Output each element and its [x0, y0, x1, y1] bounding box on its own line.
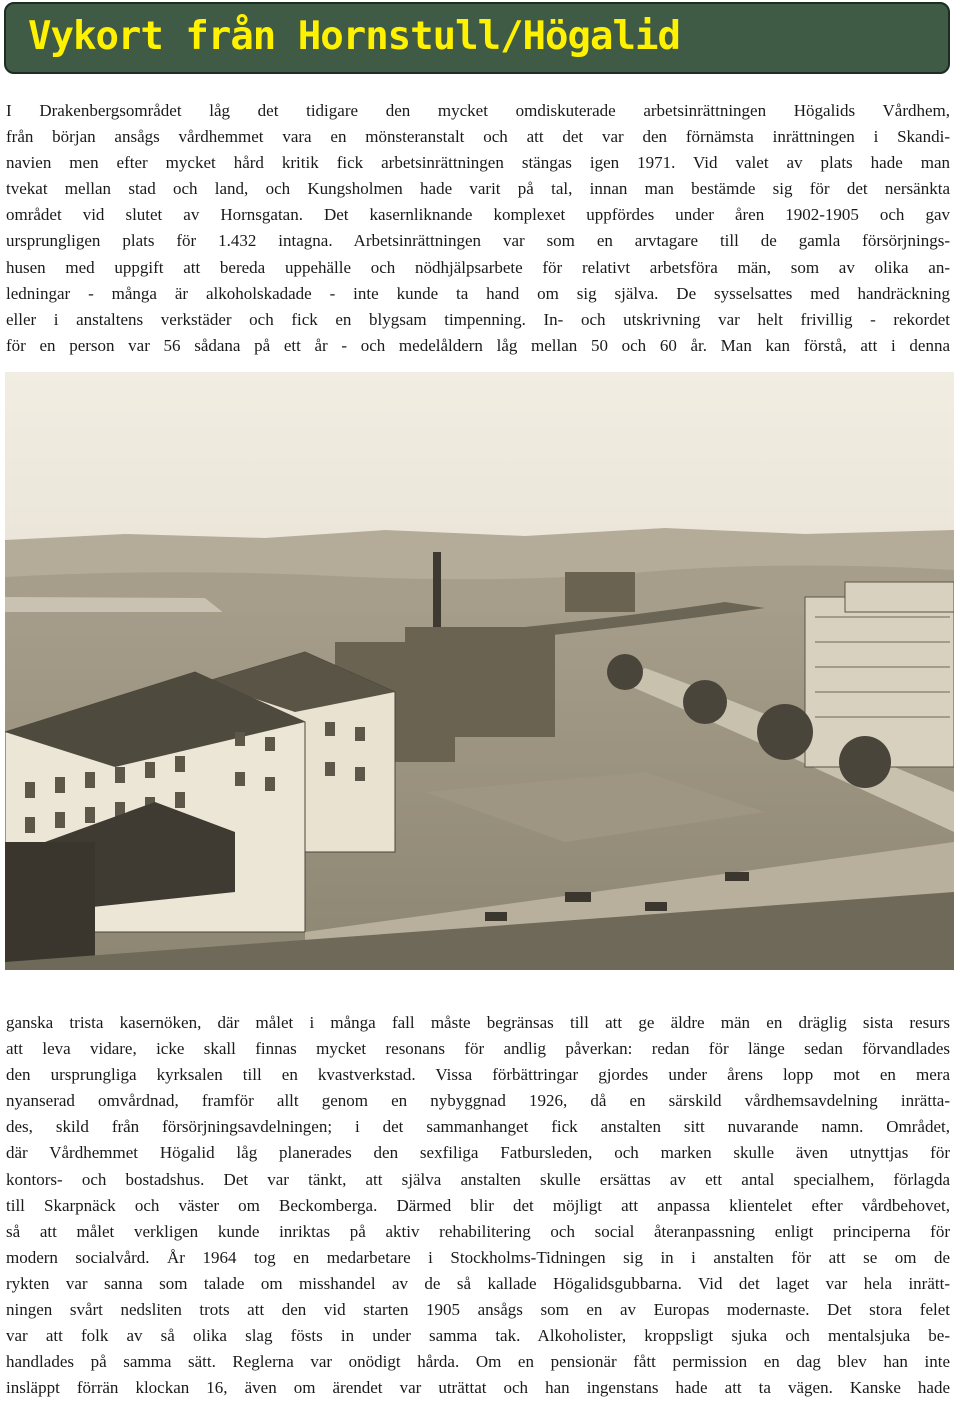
text-line: ursprungligen plats för 1.432 intagna. Arbetsinrättningen var som en arvtagare till de gamla försörjnings-: [6, 231, 950, 251]
text-line: ganska trista kasernöken, där målet i många fall måste begränsas till att ge äldre män en dräglig sista resurs: [6, 1013, 950, 1032]
text-line: från början ansågs vårdhemmet vara en mönsteranstalt och att det var den förnämsta inrättningen i Skandi-: [6, 127, 950, 147]
text-line: att leva vidare, icke skall finnas mycket resonans för andlig påverkan: redan för länge sedan förvandlades: [6, 1039, 950, 1059]
text-line: husen med uppgift att bereda uppehälle och nödhjälpsarbete för relativt arbetsföra män, som av olika an-: [6, 257, 950, 277]
text-line: var att folk av så olika slag fösts in under samma tak. Alkoholister, kroppsligt sjuka och mentalsjuka be-: [6, 1326, 950, 1346]
title-banner: [4, 2, 950, 74]
postcard-illustration: [5, 372, 954, 970]
text-line: nyanserad omvårdnad, framför allt genom en nybyggnad 1926, då en särskild vårdhemsavdelning inrätta-: [6, 1091, 950, 1111]
text-line: rykten var sanna som talade om misshandel av de så kallade Högalidsgubbarna. Vid det laget var hela inrätt-: [6, 1273, 950, 1293]
text-line: navien men efter mycket hård kritik fick arbetsinrättningen stängas igen 1971. Vid valet av plats hade man: [6, 153, 950, 173]
text-line: till Skarpnäck och väster om Beckomberga. Därmed blir det möjligt att anpassa klientelet efter vårdbehovet,: [6, 1195, 950, 1215]
text-line: eller i anstaltens verkstäder och fick en blygsam timpenning. In- och utskrivning var helt frivillig - rekordet: [6, 309, 950, 329]
text-line: ledningar - många är alkoholskadade - inte kunde ta hand om sig själva. De sysselsattes med handräckning: [6, 283, 950, 303]
text-line: insläppt förrän klockan 16, även om ärendet var uträttat och han ingenstans hade att ta vägen. Kanske hade: [6, 1378, 950, 1398]
text-line: där Vårdhemmet Högalid låg planerades den sexfiliga Fatbursleden, och marken skulle även utnyttjas för: [6, 1143, 950, 1163]
text-line: så att målet verkligen kunde inriktas på aktiv rehabilitering och social återanpassning enligt principerna för: [6, 1221, 950, 1241]
text-line: des, skild från försörjningsavdelningen; i det sammanhanget fick anstalten sitt nuvarande namn. Området,: [6, 1117, 950, 1137]
text-line: kontors- och bostadshus. Det var tänkt, att själva anstalten skulle ersättas av ett antal specialhem, förlagda: [6, 1169, 950, 1189]
text-line: modern socialvård. År 1964 tog en medarbetare i Stockholms-Tidningen sig in i anstalten för att se om de: [6, 1247, 950, 1267]
postcard-photo: [5, 372, 954, 970]
text-line: området vid slutet av Hornsgatan. Det kasernliknande komplexet uppfördes under åren 1902-1905 och gav: [6, 205, 950, 225]
text-line: tvekat mellan stad och land, och Kungsholmen hade varit på tal, innan man bestämde sig för det nersänkta: [6, 179, 950, 199]
continuation-paragraph: [6, 1010, 950, 1401]
text-line: den ursprungliga kyrksalen till en kvastverkstad. Vissa förbättringar gjordes under årens lopp mot en mera: [6, 1065, 950, 1085]
intro-paragraph: [6, 98, 950, 359]
text-line: I Drakenbergsområdet låg det tidigare den mycket omdiskuterade arbetsinrättningen Högalids Vårdhem,: [6, 101, 950, 120]
page-title: Vykort från Hornstull/Högalid: [28, 14, 680, 59]
text-line: för en person var 56 sådana på ett år - och medelåldern låg mellan 50 och 60 år. Man kan förstå, att i denna: [6, 335, 950, 355]
text-line: ningen svårt nedsliten trots att den vid starten 1905 ansågs som en av Europas modernaste. Det stora felet: [6, 1300, 950, 1320]
text-line: handlades på samma sätt. Reglerna var onödigt hårda. Om en pensionär fått permission en dag blev han inte: [6, 1352, 950, 1372]
